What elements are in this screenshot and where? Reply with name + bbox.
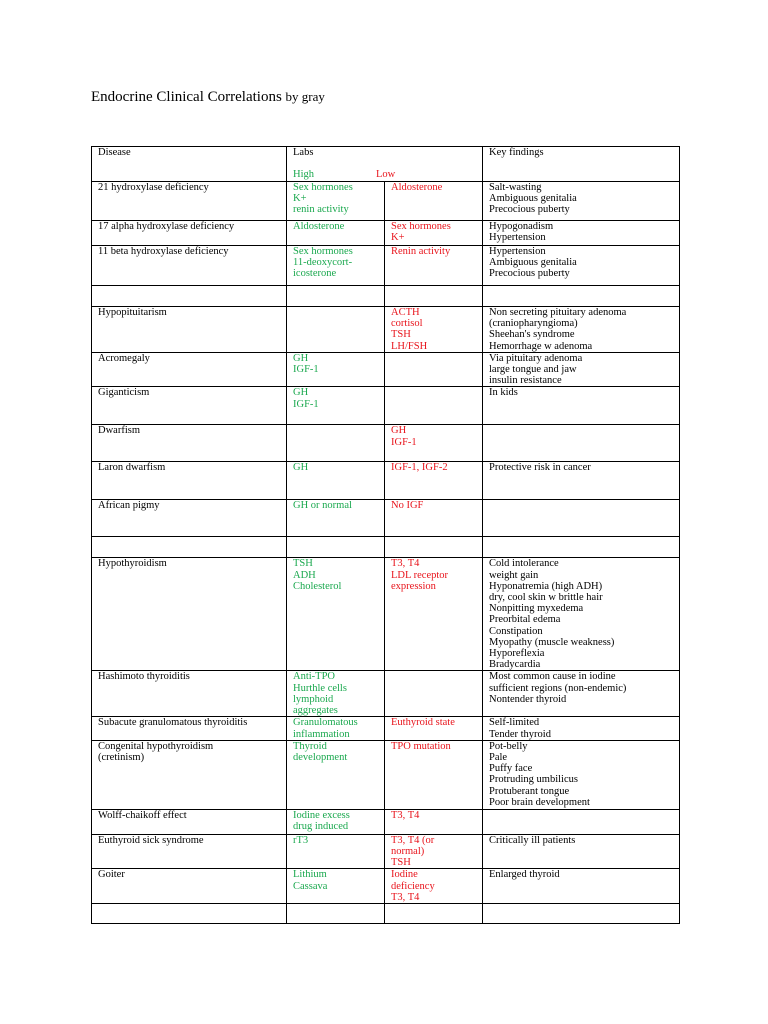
cell-key-findings (483, 904, 680, 924)
cell-labs-high (287, 246, 385, 286)
cell-disease (92, 352, 287, 387)
table-body (92, 147, 680, 924)
cell-line: Hypothyroidism (98, 558, 167, 570)
cell-line: Renin activity (391, 246, 451, 257)
cell-line: Self-limited (489, 717, 540, 729)
cell-line: K+ (293, 193, 307, 205)
cell-labs-low (385, 387, 483, 425)
header-labs (287, 147, 483, 182)
cell-line: Goiter (98, 869, 125, 881)
table-row (92, 221, 680, 246)
cell-line: Acromegaly (98, 352, 150, 364)
cell-labs-low (385, 717, 483, 740)
cell-line: IGF-1, IGF-2 (391, 462, 448, 474)
cell-labs-low (385, 809, 483, 834)
cell-line: IGF-1 (293, 364, 319, 376)
title-author: by gray (285, 89, 325, 104)
cell-line: Wolff-chaikoff effect (98, 809, 187, 821)
cell-labs-low (385, 671, 483, 717)
cell-line: K+ (391, 232, 405, 244)
cell-line: ADH (293, 569, 316, 581)
header-row (92, 147, 680, 182)
cell-line: Precocious puberty (489, 268, 570, 280)
table-row (92, 740, 680, 809)
cell-line: 17 alpha hydroxylase deficiency (98, 221, 235, 232)
cell-line: Giganticism (98, 387, 150, 399)
cell-line: Hypertension (489, 232, 546, 244)
cell-line: Puffy face (489, 763, 533, 775)
cell-labs-low (385, 246, 483, 286)
cell-disease (92, 182, 287, 221)
cell-line: In kids (489, 387, 518, 399)
cell-line: GH (293, 462, 309, 474)
cell-labs-high (287, 558, 385, 671)
cell-key-findings (483, 869, 680, 904)
cell-line: 21 hydroxylase deficiency (98, 182, 209, 193)
cell-line: aggregates (293, 705, 338, 717)
table-row (92, 182, 680, 221)
cell-labs-high (287, 182, 385, 221)
cell-line: TSH (391, 857, 411, 869)
cell-line: Thyroid (293, 740, 327, 752)
cell-labs-high (287, 537, 385, 558)
cell-line: ACTH (391, 307, 420, 318)
cell-disease (92, 387, 287, 425)
cell-line: Protuberant tongue (489, 785, 570, 797)
cell-line: Sex hormones (293, 182, 353, 193)
cell-line: Iodine (391, 869, 418, 881)
cell-labs-high (287, 462, 385, 500)
cell-line: Cassava (293, 880, 328, 892)
cell-line: Ambiguous genitalia (489, 257, 577, 269)
cell-labs-high (287, 352, 385, 387)
cell-disease (92, 671, 287, 717)
cell-line: Protective risk in cancer (489, 462, 591, 474)
cell-line: development (293, 752, 348, 764)
cell-key-findings (483, 462, 680, 500)
cell-line: Hemorrhage w adenoma (489, 340, 593, 352)
cell-labs-high (287, 387, 385, 425)
cell-line: Laron dwarfism (98, 462, 166, 474)
cell-labs-high (287, 717, 385, 740)
cell-line: Enlarged thyroid (489, 869, 560, 881)
cell-disease (92, 537, 287, 558)
table-row (92, 500, 680, 537)
cell-line: Non secreting pituitary adenoma (489, 307, 627, 318)
cell-line: GH (293, 387, 309, 399)
cell-disease (92, 740, 287, 809)
cell-line: IGF-1 (391, 436, 417, 448)
cell-line: Sex hormones (391, 221, 451, 232)
header-high: High (293, 169, 314, 180)
cell-line: cortisol (391, 318, 423, 330)
cell-labs-low (385, 286, 483, 307)
cell-line: Nontender thyroid (489, 693, 567, 705)
cell-line: sufficient regions (non-endemic) (489, 682, 627, 694)
cell-key-findings (483, 352, 680, 387)
cell-line: Hyporeflexia (489, 648, 545, 660)
cell-labs-low (385, 182, 483, 221)
table-row (92, 352, 680, 387)
cell-line: Dwarfism (98, 425, 140, 437)
table-row (92, 425, 680, 462)
table-row (92, 462, 680, 500)
cell-line: 11-deoxycort- (293, 257, 353, 269)
cell-line: Hurthle cells (293, 682, 347, 694)
cell-line: GH or normal (293, 500, 352, 512)
cell-line: IGF-1 (293, 398, 319, 410)
cell-disease (92, 717, 287, 740)
table-row (92, 671, 680, 717)
cell-line: Granulomatous (293, 717, 358, 729)
cell-labs-low (385, 904, 483, 924)
cell-labs-low (385, 352, 483, 387)
cell-line: Pot-belly (489, 740, 528, 752)
header-key-findings: Key findings (483, 147, 680, 182)
cell-line: Hypopituitarism (98, 307, 167, 318)
cell-key-findings (483, 307, 680, 353)
cell-line: Congenital hypothyroidism (98, 740, 214, 752)
cell-line: TSH (391, 329, 411, 341)
table-row (92, 246, 680, 286)
cell-line: drug induced (293, 821, 349, 833)
cell-line: Salt-wasting (489, 182, 542, 193)
cell-line: lymphoid (293, 693, 334, 705)
cell-line: 11 beta hydroxylase deficiency (98, 246, 229, 257)
cell-key-findings (483, 387, 680, 425)
cell-line: weight gain (489, 569, 539, 581)
cell-key-findings (483, 717, 680, 740)
cell-disease (92, 307, 287, 353)
cell-labs-high (287, 869, 385, 904)
cell-disease (92, 286, 287, 307)
cell-line: T3, T4 (391, 891, 420, 903)
cell-line: Most common cause in iodine (489, 671, 616, 683)
cell-key-findings (483, 182, 680, 221)
cell-labs-low (385, 307, 483, 353)
cell-line: Via pituitary adenoma (489, 352, 583, 364)
cell-line: T3, T4 (391, 558, 420, 570)
cell-line: Hypertension (489, 246, 546, 257)
cell-labs-high (287, 834, 385, 869)
cell-line: LDL receptor (391, 569, 449, 581)
cell-labs-high (287, 809, 385, 834)
cell-line: insulin resistance (489, 375, 562, 387)
cell-key-findings (483, 500, 680, 537)
cell-disease (92, 500, 287, 537)
cell-labs-high (287, 500, 385, 537)
table-row (92, 869, 680, 904)
cell-line: Preorbital edema (489, 614, 561, 626)
table-row (92, 286, 680, 307)
title-main: Endocrine Clinical Correlations (91, 89, 282, 105)
cell-line: Poor brain development (489, 796, 590, 808)
cell-line: African pigmy (98, 500, 160, 512)
cell-line: Protruding umbilicus (489, 774, 578, 786)
cell-line: Hashimoto thyroiditis (98, 671, 190, 683)
cell-labs-low (385, 869, 483, 904)
table-row (92, 904, 680, 924)
cell-line: T3, T4 (or (391, 834, 435, 846)
cell-line: TSH (293, 558, 313, 570)
cell-line: Euthyroid sick syndrome (98, 834, 204, 846)
table-row (92, 387, 680, 425)
table-row (92, 558, 680, 671)
cell-line: Tender thyroid (489, 728, 551, 740)
cell-line: No IGF (391, 500, 424, 512)
cell-key-findings (483, 834, 680, 869)
cell-line: Bradycardia (489, 659, 541, 671)
cell-key-findings (483, 246, 680, 286)
cell-key-findings (483, 286, 680, 307)
cell-line: Precocious puberty (489, 204, 570, 216)
cell-labs-high (287, 286, 385, 307)
header-low: Low (376, 169, 396, 180)
cell-key-findings (483, 558, 680, 671)
cell-line: Cold intolerance (489, 558, 559, 570)
cell-line: TPO mutation (391, 740, 451, 752)
table-row (92, 834, 680, 869)
cell-line: Ambiguous genitalia (489, 193, 577, 205)
cell-line: large tongue and jaw (489, 364, 577, 376)
cell-labs-low (385, 221, 483, 246)
cell-key-findings (483, 671, 680, 717)
cell-disease (92, 425, 287, 462)
cell-labs-low (385, 834, 483, 869)
table-row (92, 717, 680, 740)
cell-labs-low (385, 500, 483, 537)
cell-key-findings (483, 425, 680, 462)
cell-line: Nonpitting myxedema (489, 603, 584, 615)
cell-labs-high (287, 221, 385, 246)
cell-disease (92, 221, 287, 246)
cell-line: Aldosterone (293, 221, 345, 232)
cell-disease (92, 904, 287, 924)
cell-line: Cholesterol (293, 580, 342, 592)
cell-line: Constipation (489, 625, 543, 637)
cell-key-findings (483, 537, 680, 558)
cell-line: Hypogonadism (489, 221, 554, 232)
cell-labs-low (385, 462, 483, 500)
cell-line: expression (391, 580, 436, 592)
cell-line: Hyponatremia (high ADH) (489, 580, 603, 592)
cell-labs-high (287, 425, 385, 462)
cell-line: Sex hormones (293, 246, 353, 257)
correlations-table (91, 146, 680, 924)
cell-line: normal) (391, 846, 425, 858)
cell-labs-high (287, 904, 385, 924)
cell-line: Pale (489, 752, 508, 764)
cell-labs-high (287, 740, 385, 809)
cell-line: GH (391, 425, 407, 437)
cell-labs-low (385, 425, 483, 462)
cell-disease (92, 558, 287, 671)
cell-labs-low (385, 740, 483, 809)
cell-line: dry, cool skin w brittle hair (489, 592, 603, 604)
cell-key-findings (483, 740, 680, 809)
cell-line: GH (293, 352, 309, 364)
cell-labs-high (287, 307, 385, 353)
cell-key-findings (483, 809, 680, 834)
table-row (92, 537, 680, 558)
cell-line: renin activity (293, 204, 349, 216)
cell-line: Aldosterone (391, 182, 443, 193)
cell-line: Lithium (293, 869, 327, 881)
cell-line: rT3 (293, 834, 309, 846)
table-row (92, 809, 680, 834)
cell-line: Iodine excess (293, 809, 350, 821)
cell-line: Subacute granulomatous thyroiditis (98, 717, 248, 729)
header-disease: Disease (92, 147, 287, 182)
cell-line: Myopathy (muscle weakness) (489, 636, 615, 648)
cell-disease (92, 809, 287, 834)
cell-line: deficiency (391, 880, 435, 892)
cell-line: Euthyroid state (391, 717, 455, 729)
cell-line: Anti-TPO (293, 671, 335, 683)
cell-line: T3, T4 (391, 809, 420, 821)
cell-line: LH/FSH (391, 340, 428, 352)
document-title (91, 89, 325, 106)
cell-line: Critically ill patients (489, 834, 576, 846)
cell-line: (cretinism) (98, 752, 145, 764)
cell-disease (92, 869, 287, 904)
cell-key-findings (483, 221, 680, 246)
cell-labs-high (287, 671, 385, 717)
cell-disease (92, 246, 287, 286)
cell-disease (92, 462, 287, 500)
cell-line: icosterone (293, 268, 337, 280)
cell-disease (92, 834, 287, 869)
cell-labs-low (385, 558, 483, 671)
cell-line: inflammation (293, 728, 350, 740)
table-row (92, 307, 680, 353)
cell-labs-low (385, 537, 483, 558)
cell-line: (craniopharyngioma) (489, 318, 578, 330)
cell-line: Sheehan's syndrome (489, 329, 575, 341)
header-labs-label: Labs (293, 147, 314, 158)
